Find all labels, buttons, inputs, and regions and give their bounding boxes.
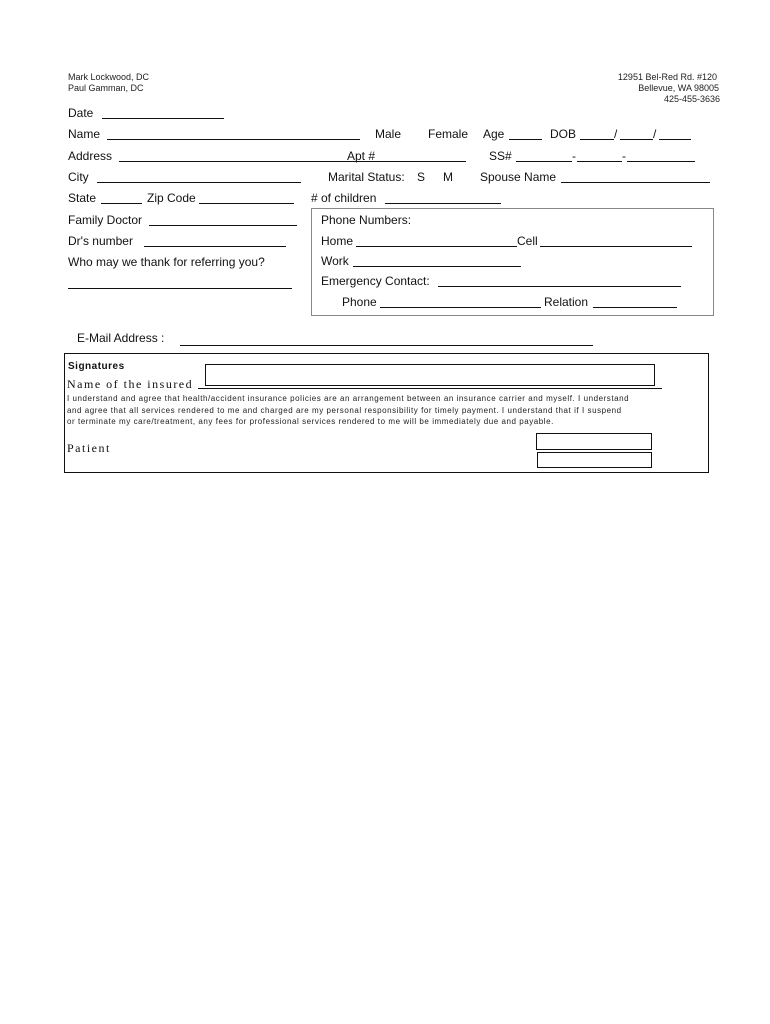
date-field[interactable] <box>102 118 224 119</box>
dob-month-field[interactable] <box>580 139 614 140</box>
family-doctor-field[interactable] <box>149 225 297 226</box>
referral-label: Who may we thank for referring you? <box>68 255 265 269</box>
ss-part-1-field[interactable] <box>516 161 572 162</box>
family-doctor-label: Family Doctor <box>68 213 143 227</box>
signatures-title: Signatures <box>68 361 125 372</box>
email-field[interactable] <box>180 345 593 346</box>
apt-label: Apt # <box>347 149 376 163</box>
children-label: # of children <box>311 191 377 205</box>
doctor-name-2: Paul Gamman, DC <box>68 83 144 93</box>
dob-separator: / <box>614 127 618 141</box>
cell-phone-label: Cell <box>517 234 538 248</box>
cell-phone-field[interactable] <box>540 246 692 247</box>
address-label: Address <box>68 149 113 163</box>
spouse-name-label: Spouse Name <box>480 170 557 184</box>
dob-separator: / <box>653 127 657 141</box>
address-field[interactable] <box>119 161 466 162</box>
agreement-line-1: I understand and agree that health/accident insurance policies are an arrangement between an insurance carrier and myself. I understand <box>67 394 630 403</box>
doctor-name-1: Mark Lockwood, DC <box>68 72 150 82</box>
insured-name-label: Name of the insured <box>67 377 194 391</box>
signature-date-field[interactable] <box>537 452 652 468</box>
name-label: Name <box>68 127 101 141</box>
zip-code-label: Zip Code <box>147 191 196 205</box>
dob-year-field[interactable] <box>659 139 691 140</box>
state-label: State <box>68 191 97 205</box>
clinic-city: Bellevue, WA 98005 <box>638 83 719 93</box>
work-phone-label: Work <box>321 254 349 268</box>
referral-field[interactable] <box>68 288 292 289</box>
ss-part-3-field[interactable] <box>627 161 695 162</box>
ss-label: SS# <box>489 149 512 163</box>
home-phone-label: Home <box>321 234 354 248</box>
insured-name-underline <box>198 388 662 389</box>
date-label: Date <box>68 106 94 120</box>
city-field[interactable] <box>97 182 301 183</box>
emergency-contact-label: Emergency Contact: <box>321 274 430 288</box>
agreement-line-2: and agree that all services rendered to me and charged are my personal responsibility for timely payment. I understand that if I suspend <box>67 406 622 415</box>
clinic-street: 12951 Bel-Red Rd. #120 <box>617 72 717 82</box>
dob-label: DOB <box>550 127 577 141</box>
marital-status-label: Marital Status: <box>328 170 405 184</box>
emergency-contact-field[interactable] <box>438 286 681 287</box>
female-option[interactable]: Female <box>428 127 469 141</box>
dob-day-field[interactable] <box>620 139 653 140</box>
email-label: E-Mail Address : <box>77 331 165 345</box>
phone-numbers-title: Phone Numbers: <box>321 213 412 227</box>
children-field[interactable] <box>385 203 501 204</box>
emergency-phone-field[interactable] <box>380 307 541 308</box>
ss-part-2-field[interactable] <box>577 161 622 162</box>
name-field[interactable] <box>107 139 360 140</box>
marital-single-option[interactable]: S <box>417 170 426 184</box>
age-field[interactable] <box>509 139 542 140</box>
drs-number-label: Dr's number <box>68 234 133 248</box>
ss-separator: - <box>622 149 626 163</box>
patient-signature-field[interactable] <box>536 433 652 450</box>
marital-married-option[interactable]: M <box>443 170 453 184</box>
agreement-line-3: or terminate my care/treatment, any fees for professional services rendered to me will be immediately due and payable. <box>67 417 554 426</box>
clinic-phone: 425-455-3636 <box>663 94 720 104</box>
state-field[interactable] <box>101 203 142 204</box>
emergency-phone-label: Phone <box>342 295 377 309</box>
age-label: Age <box>483 127 505 141</box>
home-phone-field[interactable] <box>356 246 517 247</box>
ss-separator: - <box>572 149 576 163</box>
patient-label: Patient <box>67 441 111 455</box>
zip-code-field[interactable] <box>199 203 294 204</box>
male-option[interactable]: Male <box>375 127 402 141</box>
relation-field[interactable] <box>593 307 677 308</box>
city-label: City <box>68 170 89 184</box>
relation-label: Relation <box>544 295 589 309</box>
work-phone-field[interactable] <box>353 266 521 267</box>
spouse-name-field[interactable] <box>561 182 710 183</box>
drs-number-field[interactable] <box>144 246 286 247</box>
insured-name-field[interactable] <box>205 364 655 386</box>
